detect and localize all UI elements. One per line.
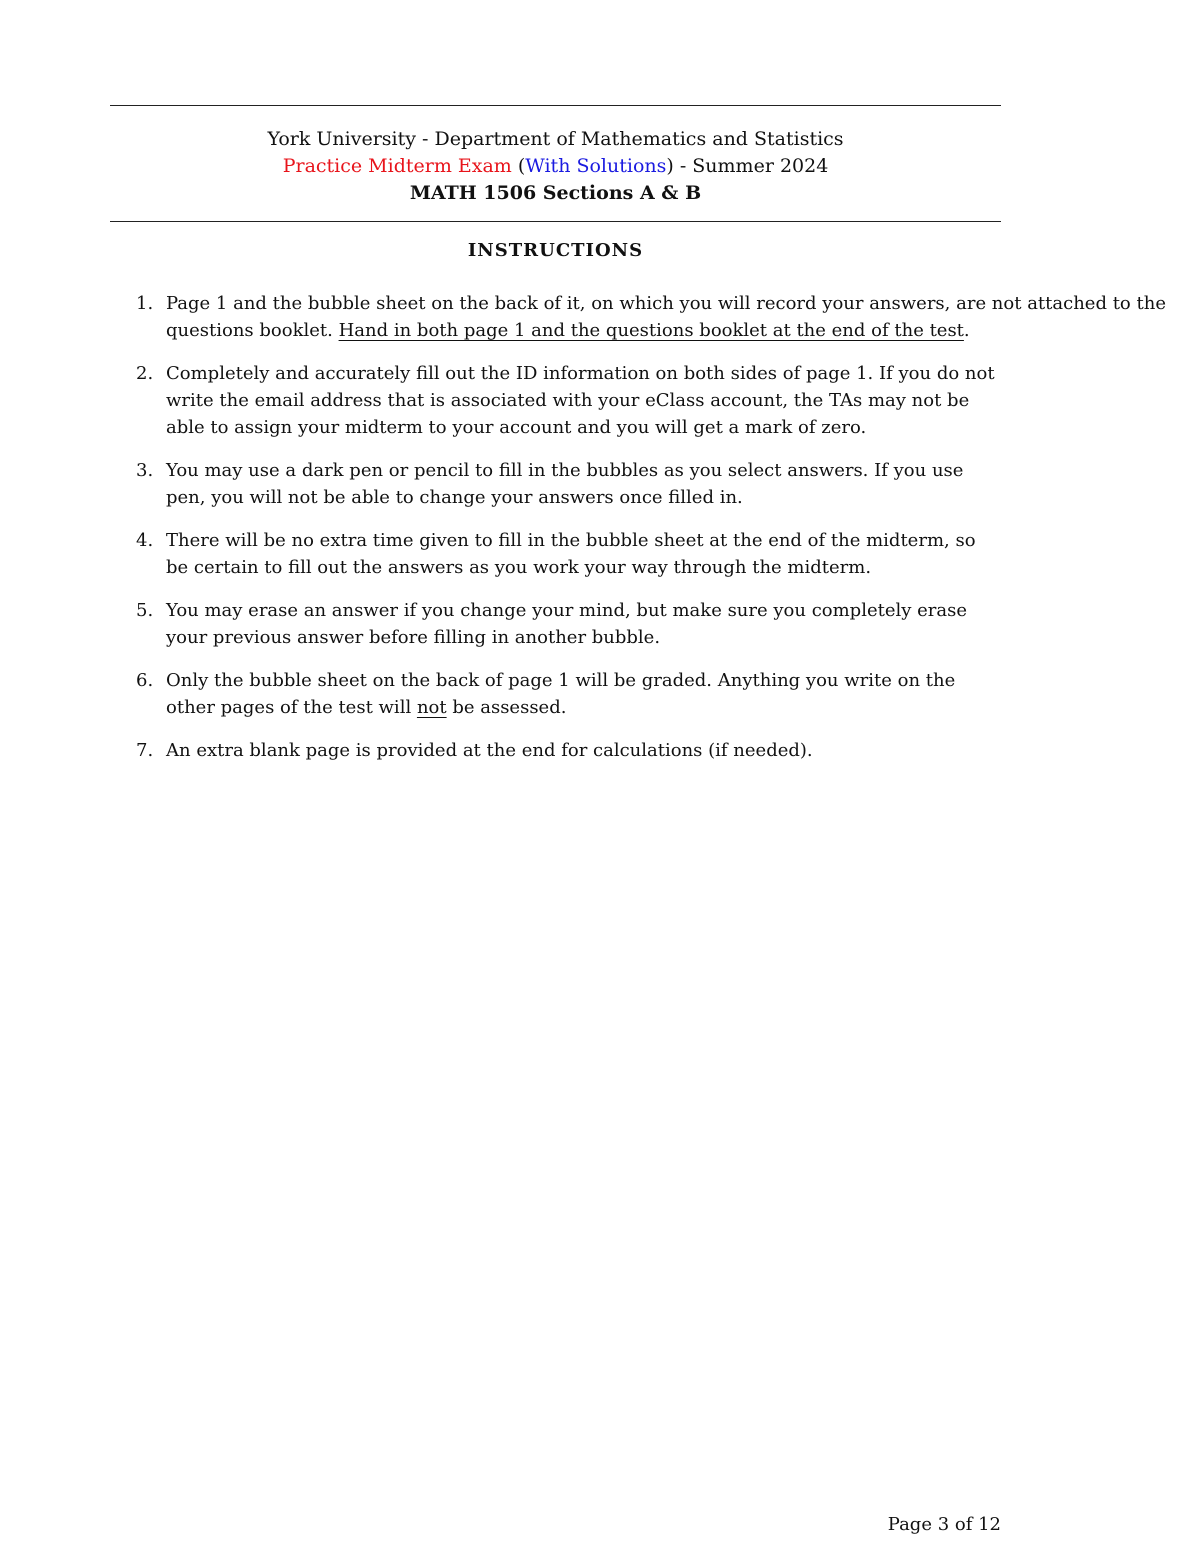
exam-term-label: ) - Summer 2024 [666, 155, 829, 177]
exam-title-line [110, 153, 1001, 180]
list-item [136, 290, 1166, 344]
list-item-number: 7. [136, 740, 154, 761]
list-item-number: 2. [136, 363, 154, 384]
list-item-number: 5. [136, 600, 154, 621]
instructions-heading: INSTRUCTIONS [467, 240, 644, 261]
list-item [136, 457, 1002, 511]
university-department-title: York University - Department of Mathematics and Statistics [267, 128, 844, 150]
instruction-1-text: Page 1 and the bubble sheet on the back of it, on which you will record your answers, are not attached to the questions booklet. [166, 293, 1166, 341]
instruction-1-underlined: Hand in both page 1 and the questions booklet at the end of the test [338, 320, 964, 341]
list-item [136, 737, 1002, 764]
instruction-1-end: . [963, 320, 970, 341]
exam-type-label: Practice Midterm Exam [282, 155, 512, 177]
list-item [136, 527, 1002, 581]
list-item-text [166, 667, 1002, 721]
instruction-6-text: Only the bubble sheet on the back of page 1 will be graded. Anything you write on the other pages of the test will [166, 670, 956, 718]
list-item-text: Completely and accurately fill out the ID information on both sides of page 1. If you do not write the email address that is associated with your eClass account, the TAs may not be able to assign your midterm to your account and you will get a mark of zero. [166, 363, 995, 438]
list-item-number: 3. [136, 460, 154, 481]
page-number: Page 3 of 12 [887, 1514, 1001, 1535]
course-sections-title: MATH 1506 Sections A & B [409, 182, 702, 204]
list-item-text [166, 290, 1166, 344]
list-item [136, 597, 1002, 651]
list-item-number: 6. [136, 670, 154, 691]
list-item-text: There will be no extra time given to fill in the bubble sheet at the end of the midterm, so be certain to fill out the answers as you work your way through the midterm. [166, 530, 976, 578]
list-item [136, 360, 1002, 441]
instruction-6-end: be assessed. [446, 697, 567, 718]
solutions-label: With Solutions [525, 155, 667, 177]
list-item-number: 1. [136, 293, 154, 314]
list-item-text: You may erase an answer if you change your mind, but make sure you completely erase your previous answer before filling in another bubble. [166, 600, 968, 648]
exam-title-open: ( [511, 155, 526, 177]
list-item-text: You may use a dark pen or pencil to fill in the bubbles as you select answers. If you use pen, you will not be able to change your answers once filled in. [166, 460, 964, 508]
header-top-rule [110, 105, 1001, 106]
list-item-number: 4. [136, 530, 154, 551]
list-item [136, 667, 1002, 721]
instruction-6-underlined: not [416, 697, 447, 718]
instructions-list [136, 290, 1166, 780]
exam-header [110, 126, 1001, 207]
header-bottom-rule [110, 221, 1001, 222]
list-item-text: An extra blank page is provided at the end for calculations (if needed). [166, 740, 813, 761]
